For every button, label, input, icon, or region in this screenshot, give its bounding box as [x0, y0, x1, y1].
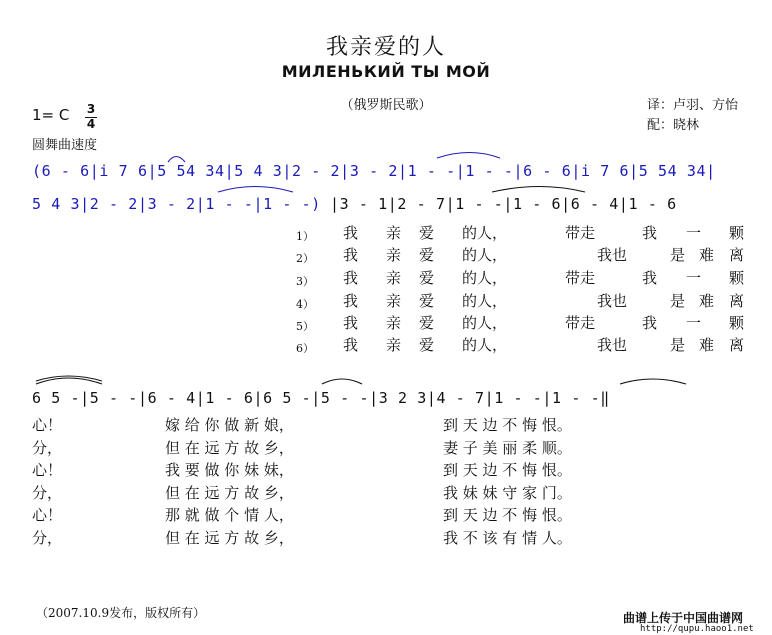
- song-origin: （俄罗斯民歌）: [340, 98, 432, 113]
- slur-arc: [168, 157, 185, 163]
- tie-arc: [492, 187, 585, 193]
- sheet-music-page: 我亲爱的人 МИЛЕНЬКИЙ ТЫ МОЙ （俄罗斯民歌） 译：卢羽、方怡 配：晓林 1= C 3 4 圆舞曲速度 (6 - 6|i 7 6|5 54 34|5 4 3|2 - 2|3 - 2|1 - -|1 - -|6 - 6|i 7 6|5 54 34| 5 4 3|2 - 2|3 - 2|1 - -|1 - -) |3 - 1|2 - 7|1 - -|1 - 6|6 - 4|1 - 6 1） 我 亲 爱 的人， 带走 我 一 颗 2） 我 亲 爱 的人， 我也 是 难 离 3） 我 亲 爱 的人， 带走 我 一 颗 4） 我 亲 爱 的人， 我也 是 难 离 5） 我 亲 爱 的人， 带走 我 一 颗 6） 我 亲 爱 的人， 我也 是 难 离 6 5 -|5 - -|6 - 4|1 - 6|6 5 -|5 - -|3 2 3|4 - 7|1 - -|1 - -‖ 心！ 嫁 给 你 做 新 娘， 到 天 边 不 悔 恨。 分， 但 在 远 方 故 乡， 妻 子 美 丽 柔 顺。 心！ 我 要 做 你 妹 妹， 到 天 边 不 悔 恨。 分， 但 在 远 方 故 乡， 我 妹 妹 守 家 门。 心！ 那 就 做 个 情 人， 到 天 边 不 悔 恨。 分， 但 在 远 方 故 乡， 我 不 该 有 情 人。 （2007.10.9发布，版权所有） 曲谱上传于中国曲谱网 http://qupu.haoo1.net: [0, 0, 772, 635]
- tie-arc: [218, 187, 293, 193]
- score-line-3: 6 5 -|5 - -|6 - 4|1 - 6|6 5 -|5 - -|3 2 3|4 - 7|1 - -|1 - -‖: [32, 389, 610, 407]
- publish-date: （2007.10.9发布，版权所有）: [36, 606, 206, 620]
- tie-arc: [620, 379, 686, 384]
- arranger-credit: 配：晓林: [647, 118, 700, 133]
- time-signature-top: 3: [86, 102, 96, 116]
- song-title: 我亲爱的人: [325, 35, 446, 60]
- translator-credit: 译：卢羽、方怡: [647, 98, 739, 113]
- score-line-2-intro: 5 4 3|2 - 2|3 - 2|1 - -|1 - -): [32, 195, 321, 213]
- watermark-url: http://qupu.haoo1.net: [640, 624, 754, 634]
- watermark: 曲谱上传于中国曲谱网: [623, 611, 744, 625]
- song-subtitle: МИЛЕНЬКИЙ ТЫ МОЙ: [281, 62, 491, 81]
- tempo-marking: 圆舞曲速度: [32, 138, 98, 153]
- key-signature: 1= C: [32, 106, 70, 124]
- tie-arc: [322, 379, 362, 384]
- time-signature-bottom: 4: [86, 117, 96, 131]
- score-line-2-melody: |3 - 1|2 - 7|1 - -|1 - 6|6 - 4|1 - 6: [330, 195, 677, 213]
- score-line-1: (6 - 6|i 7 6|5 54 34|5 4 3|2 - 2|3 - 2|1 - -|1 - -|6 - 6|i 7 6|5 54 34|: [32, 162, 716, 180]
- tie-arc: [437, 153, 500, 159]
